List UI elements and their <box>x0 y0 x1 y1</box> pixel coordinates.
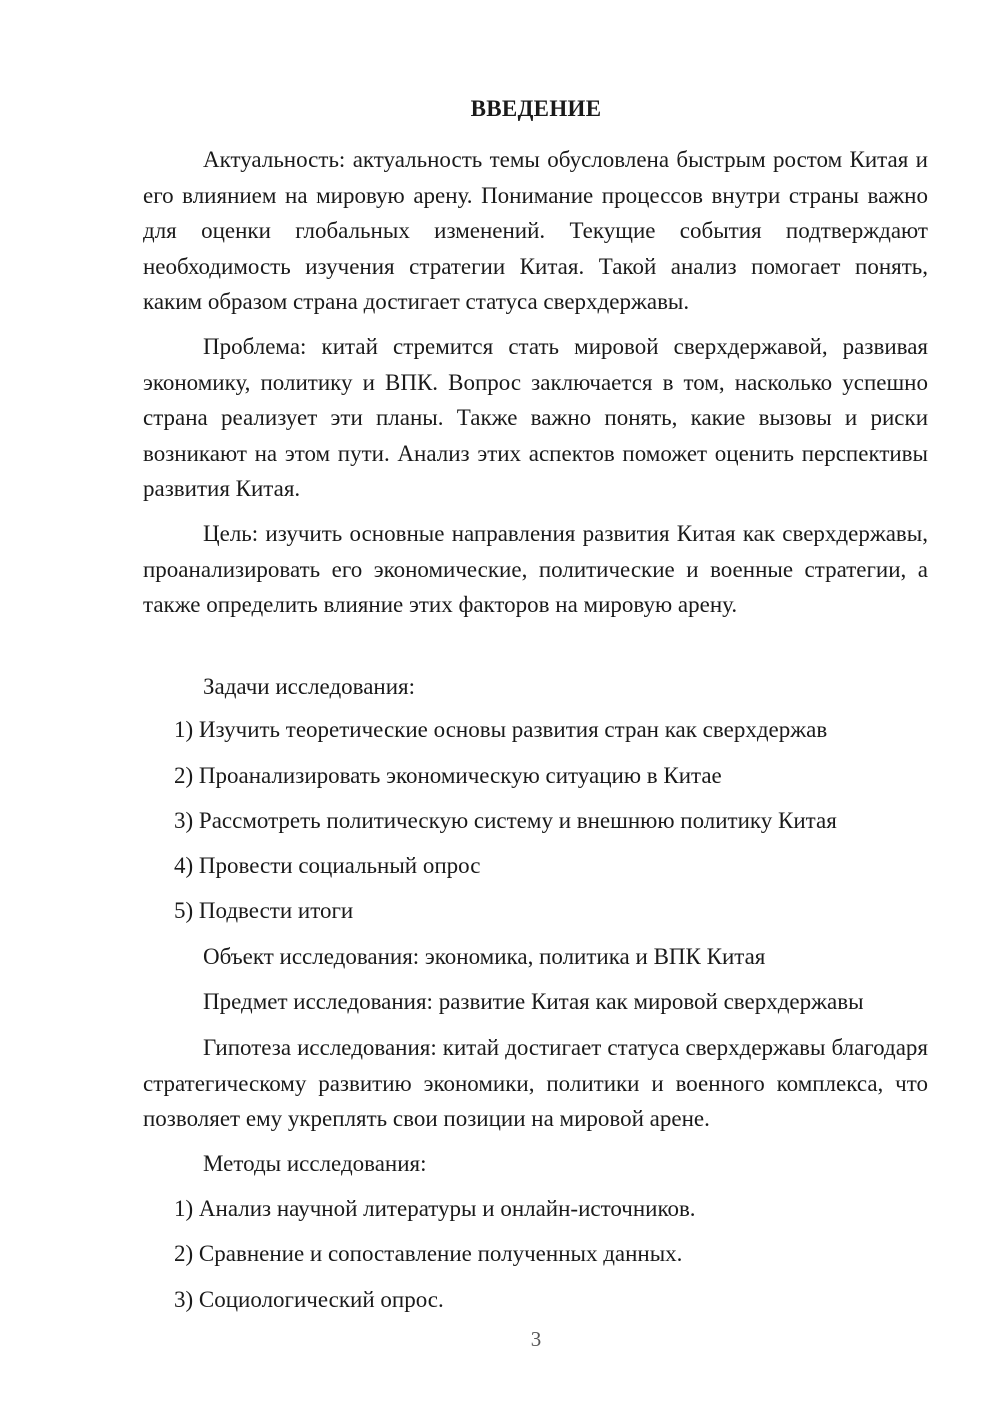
tasks-heading: Задачи исследования: <box>203 674 416 699</box>
goal-paragraph: Цель: изучить основные направления развития Китая как сверхдержавы, проанализировать его экономические, политические и военные стратегии, а также определить влияние этих факторов на мировую арену. <box>143 521 928 617</box>
task-item: 4) Провести социальный опрос <box>174 853 481 878</box>
research-subject: Предмет исследования: развитие Китая как мировой сверхдержавы <box>203 989 864 1014</box>
problem-paragraph: Проблема: китай стремится стать мировой сверхдержавой, развивая экономику, политику и ВПК. Вопрос заключается в том, насколько успешно страна реализует эти планы. Также важно понять, какие вызовы и риски возникают на этом пути. Анализ этих аспектов поможет оценить перспективы развития Китая. <box>143 334 928 501</box>
task-item: 3) Рассмотреть политическую систему и внешнюю политику Китая <box>174 808 837 833</box>
relevance-paragraph: Актуальность: актуальность темы обусловлена быстрым ростом Китая и его влиянием на мировую арену. Понимание процессов внутри страны важно для оценки глобальных изменений. Текущие события подтверждают необходимость изучения стратегии Китая. Такой анализ помогает понять, каким образом страна достигает статуса сверхдержавы. <box>143 147 928 314</box>
page-number: 3 <box>530 1327 542 1351</box>
task-item: 2) Проанализировать экономическую ситуацию в Китае <box>174 763 722 788</box>
methods-heading: Методы исследования: <box>203 1151 427 1176</box>
page-title: ВВЕДЕНИЕ <box>470 96 602 121</box>
task-item: 5) Подвести итоги <box>174 898 354 923</box>
task-item: 1) Изучить теоретические основы развития стран как сверхдержав <box>174 717 828 742</box>
method-item: 3) Социологический опрос. <box>174 1287 444 1312</box>
hypothesis-paragraph: Гипотеза исследования: китай достигает статуса сверхдержавы благодаря стратегическому развитию экономики, политики и военного комплекса, что позволяет ему укреплять свои позиции на мировой арене. <box>143 1035 928 1131</box>
method-item: 2) Сравнение и сопоставление полученных данных. <box>174 1241 683 1266</box>
method-item: 1) Анализ научной литературы и онлайн-источников. <box>174 1196 696 1221</box>
research-object: Объект исследования: экономика, политика и ВПК Китая <box>203 944 766 969</box>
